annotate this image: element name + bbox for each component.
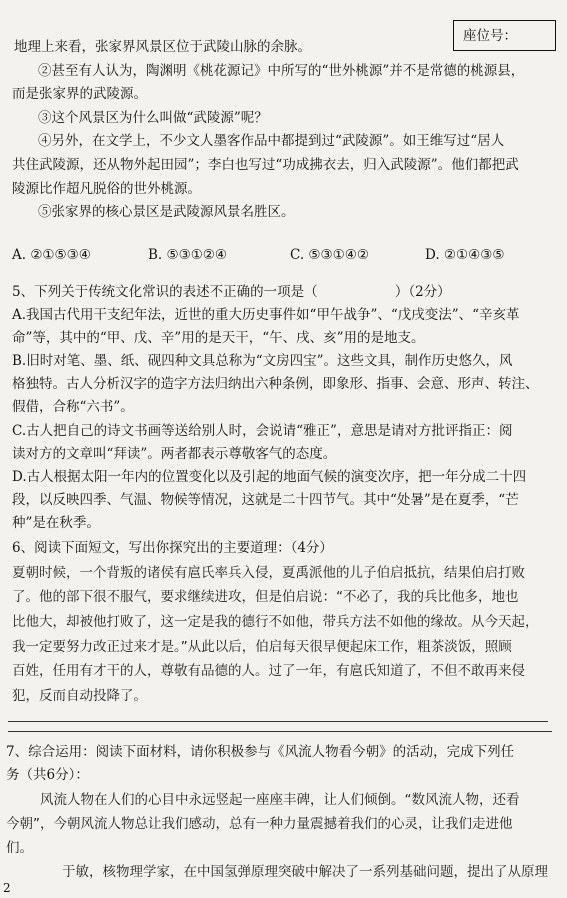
passage-line: ②甚至有人认为，陶渊明《桃花源记》中所写的“世外桃源”并不是常德的桃源县， <box>38 63 525 79</box>
answer-line <box>8 731 552 732</box>
question-6-line: 我一定要努力改正过来才是。”从此以后，伯启每天很早便起床工作，粗茶淡饭，照顾 <box>12 639 512 655</box>
passage-line: 共住武陵源，还从物外起田园”；李白也写过“功成拂衣去，归入武陵源”。他们都把武 <box>12 157 519 173</box>
question-7-line: 于敏，核物理学家，在中国氢弹原理突破中解决了一系列基础问题，提出了从原理 <box>62 864 548 880</box>
q4-option-b: B. ⑤③①②④ <box>148 247 228 263</box>
seat-number-label: 座位号： <box>463 28 517 44</box>
question-6-line: 百姓，任用有才干的人，尊敬有品德的人。过了一年，有扈氏知道了，不但不敢再来侵 <box>12 663 525 679</box>
passage-line: 陵源比作超凡脱俗的世外桃源。 <box>12 181 201 197</box>
passage-line: 地理上来看，张家界风景区位于武陵山脉的余脉。 <box>14 39 311 55</box>
question-5-line: D.古人根据太阳一年内的位置变化以及引起的地面气候的演变次序，把一年分成二十四 <box>12 469 527 485</box>
question-6-line: 夏朝时候，一个背叛的诸侯有扈氏率兵入侵，夏禹派他的儿子伯启抵抗，结果伯启打败 <box>12 565 525 581</box>
question-5-line: 命”等，其中的“甲、戊、辛”用的是天干，“午、戌、亥”用的是地支。 <box>12 330 425 346</box>
question-5-line: A.我国古代用干支纪年法，近世的重大历史事件如“甲午战争”、“戊戌变法”、“辛亥革 <box>12 307 520 323</box>
question-5-line: 段，以反映四季、气温、物候等情况，这就是二十四节气。其中“处暑”是在夏季，“芒 <box>12 492 519 508</box>
page-number: 2 <box>3 881 11 895</box>
question-5-title: 5、下列关于传统文化常识的表述不正确的一项是（ ）（2分） <box>12 284 451 300</box>
question-6-title: 6、阅读下面短文，写出你探究出的主要道理：（4分） <box>12 540 333 556</box>
question-6-line: 比他大，却被他打败了，这一定是我的德行不如他，带兵方法不如他的缘故。从今天起， <box>12 614 539 630</box>
passage-line: ④另外，在文学上，不少文人墨客作品中都提到过“武陵源”。如王维写过“居人 <box>38 133 505 149</box>
passage-line: 而是张家界的武陵源。 <box>12 86 147 102</box>
q4-option-c: C. ⑤③①④② <box>290 247 369 263</box>
question-5-line: 假借，合称“六书”。 <box>12 399 134 415</box>
question-7-line: 们。 <box>6 840 33 856</box>
question-5-line: 格独特。古人分析汉字的造字方法归纳出六种条例，即象形、指事、会意、形声、转注、 <box>12 376 539 392</box>
seat-number-box <box>453 20 556 51</box>
question-7-line: 今朝”，今朝风流人物总让我们感动，总有一种力量震撼着我们的心灵，让我们走进他 <box>6 816 513 832</box>
q4-option-a: A. ②①⑤③④ <box>12 247 91 263</box>
question-5-line: 种”是在秋季。 <box>12 515 100 531</box>
answer-line <box>8 721 548 722</box>
q4-option-d: D. ②①④③⑤ <box>425 247 505 263</box>
question-7-line: 风流人物在人们的心目中永远竖起一座座丰碑，让人们倾倒。“数风流人物，还看 <box>40 792 520 808</box>
question-6-line: 了。他的部下很不服气，要求继续进攻，但是伯启说：“不必了，我的兵比他多，地也 <box>12 589 519 605</box>
passage-line: ⑤张家界的核心景区是武陵源风景名胜区。 <box>38 204 295 220</box>
question-6-line: 犯，反而自动投降了。 <box>12 688 147 704</box>
question-5-line: B.旧时对笔、墨、纸、砚四种文具总称为“文房四宝”。这些文具，制作历史悠久，风 <box>12 353 513 369</box>
question-5-line: C.古人把自己的诗文书画等送给别人时，会说请“雅正”，意思是请对方批评指正：阅 <box>12 423 513 439</box>
question-7-title: 7、综合运用：阅读下面材料，请你积极参与《风流人物看今朝》的活动，完成下列任 <box>6 744 515 760</box>
passage-line: ③这个风景区为什么叫做“武陵源”呢？ <box>38 110 268 126</box>
question-5-line: 读对方的文章叫“拜读”。两者都表示尊敬客气的态度。 <box>12 446 337 462</box>
question-7-title: 务（共6分）： <box>6 767 89 783</box>
